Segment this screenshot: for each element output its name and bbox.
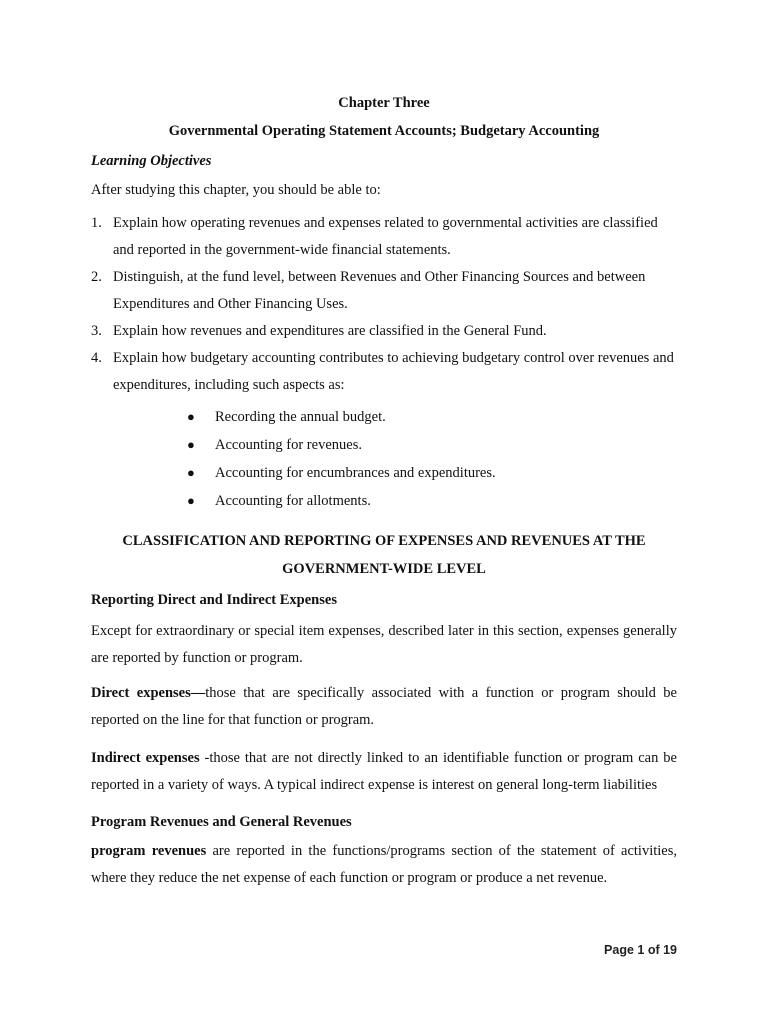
bullet-item	[187, 487, 496, 515]
objective-text: Explain how revenues and expenditures are classified in the General Fund.	[113, 323, 547, 339]
objective-item	[91, 264, 681, 318]
objective-text: Explain how operating revenues and expenses related to governmental activities are classified and reported in the government-wide financial statements.	[113, 215, 658, 258]
objective-number: 3.	[91, 323, 102, 339]
objective-number: 4.	[91, 350, 102, 366]
intro-text: After studying this chapter, you should be able to:	[91, 182, 381, 198]
section-title-line-1: CLASSIFICATION AND REPORTING OF EXPENSES AND REVENUES AT THE	[122, 533, 646, 549]
paragraph-except: Except for extraordinary or special item expenses, described later in this section, expenses generally are reported by function or program.	[91, 623, 677, 666]
bullet-icon: ●	[187, 437, 195, 452]
aspects-bullet-list	[187, 403, 496, 515]
bullet-item	[187, 459, 496, 487]
objective-item	[91, 210, 681, 264]
heading-program-revenues: Program Revenues and General Revenues	[91, 814, 352, 830]
page-label: Page	[604, 943, 638, 957]
bullet-item	[187, 431, 496, 459]
objective-text: Explain how budgetary accounting contributes to achieving budgetary control over revenues and expenditures, including such aspects as:	[113, 350, 674, 393]
chapter-title: Chapter Three	[338, 95, 430, 111]
section-title	[91, 527, 677, 583]
objective-text: Distinguish, at the fund level, between Revenues and Other Financing Sources and between Expenditures and Other Financing Uses.	[113, 269, 646, 312]
term-program-revenues: program revenues	[91, 843, 207, 859]
objective-item	[91, 318, 681, 345]
bullet-text: Accounting for revenues.	[215, 437, 362, 453]
page-total: 19	[663, 943, 677, 957]
page-number	[604, 943, 677, 957]
bullet-text: Accounting for encumbrances and expenditures.	[215, 465, 496, 481]
program-revenues-text: are reported in the functions/programs section of the statement of activities, where they reduce the net expense of each function or program or produce a net revenue.	[91, 843, 677, 886]
heading-direct-indirect: Reporting Direct and Indirect Expenses	[91, 592, 337, 608]
section-title-line-2: GOVERNMENT-WIDE LEVEL	[282, 561, 486, 577]
objective-number: 1.	[91, 215, 102, 231]
objective-item	[91, 345, 681, 399]
learning-objectives-heading: Learning Objectives	[91, 153, 212, 169]
chapter-subtitle: Governmental Operating Statement Accounts; Budgetary Accounting	[168, 123, 600, 139]
objective-number: 2.	[91, 269, 102, 285]
objectives-list	[91, 210, 681, 399]
paragraph-indirect-expenses	[91, 745, 677, 799]
term-direct-expenses: Direct expenses—	[91, 685, 206, 701]
bullet-icon: ●	[187, 465, 195, 480]
term-indirect-expenses: Indirect expenses	[91, 750, 200, 766]
page-current: 1	[637, 943, 645, 957]
direct-expenses-text: those that are specifically associated with a function or program should be reported on the line for that function or program.	[91, 685, 677, 728]
bullet-text: Recording the annual budget.	[215, 409, 386, 425]
page-of: of	[644, 943, 664, 957]
bullet-icon: ●	[187, 409, 195, 424]
bullet-text: Accounting for allotments.	[215, 493, 371, 509]
paragraph-program-revenues	[91, 838, 677, 892]
bullet-item	[187, 403, 496, 431]
indirect-expenses-text: -those that are not directly linked to an identifiable function or program can be reported in a variety of ways. A typical indirect expense is interest on general long-term liabilities	[91, 750, 677, 793]
bullet-icon: ●	[187, 493, 195, 508]
paragraph-direct-expenses	[91, 680, 677, 734]
